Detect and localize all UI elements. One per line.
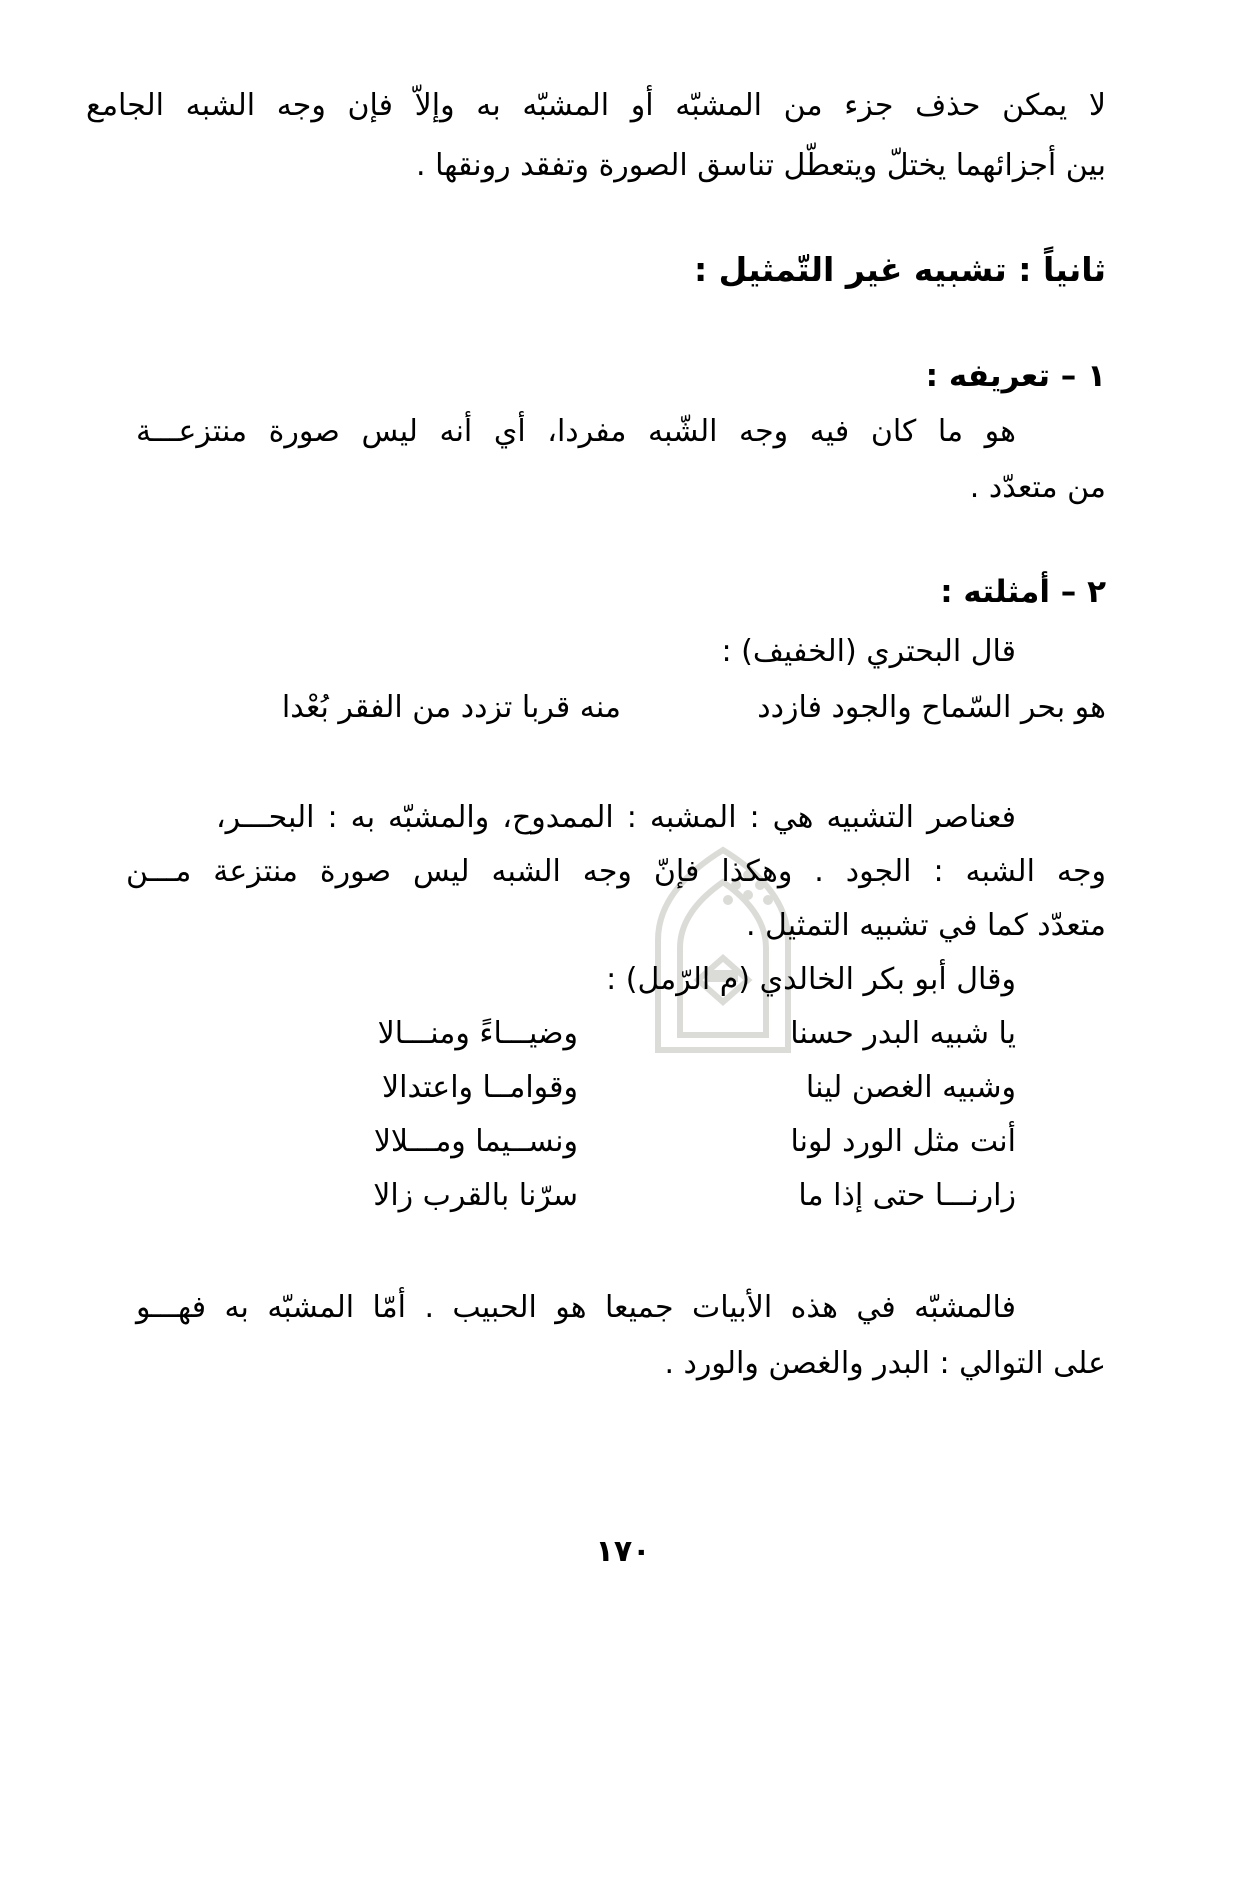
poem-line-3-first: أنت مثل الورد لونا	[790, 1124, 1016, 1159]
poem-line-2-second: وقوامــا واعتدالا	[382, 1070, 578, 1105]
poem-line-3-second: ونســيما ومـــلالا	[373, 1124, 578, 1159]
definition-line-2: من متعدّد .	[969, 470, 1106, 505]
section-heading: ثانياً : تشبيه غير التّمثيل :	[693, 250, 1106, 289]
conclusion-line-2: على التوالي : البدر والغصن والورد .	[664, 1346, 1106, 1381]
analysis-line-3: متعدّد كما في تشبيه التمثيل .	[745, 908, 1106, 943]
conclusion-line-1: فالمشبّه في هذه الأبيات جميعا هو الحبيب . أمّا المشبّه به فهـــو	[136, 1290, 1016, 1325]
poem-line-2-first: وشبيه الغصن لينا	[805, 1070, 1016, 1105]
poem-line-4-second: سرّنا بالقرب زالا	[373, 1178, 578, 1213]
poem-line-1-second: وضيـــاءً ومنـــالا	[377, 1016, 578, 1051]
verse-1-second-hemistich: منه قربا تزدد من الفقر بُعْدا	[281, 690, 621, 725]
example-intro-1: قال البحتري (الخفيف) :	[721, 634, 1016, 669]
poem-line-4-first: زارنـــا حتى إذا ما	[798, 1178, 1016, 1213]
analysis-line-2: وجه الشبه : الجود . وهكذا فإنّ وجه الشبه ليس صورة منتزعة مـــن	[126, 854, 1106, 889]
verse-1-first-hemistich: هو بحر السّماح والجود فازدد	[757, 690, 1106, 725]
definition-title: ١ – تعريفه :	[925, 358, 1106, 394]
poem-line-1-first: يا شبيه البدر حسنا	[790, 1016, 1016, 1051]
paragraph-1-line-1: لا يمكن حذف جزء من المشبّه أو المشبّه به وإلاّ فإن وجه الشبه الجامع	[86, 88, 1106, 123]
analysis-line-1: فعناصر التشبيه هي : المشبه : الممدوح، والمشبّه به : البحـــر،	[216, 800, 1016, 835]
paragraph-1-line-2: بين أجزائهما يختلّ ويتعطّل تناسق الصورة وتفقد رونقها .	[416, 148, 1106, 183]
examples-title: ٢ – أمثلته :	[940, 574, 1106, 610]
page-number: ١٧٠	[595, 1534, 651, 1569]
definition-line-1: هو ما كان فيه وجه الشّبه مفردا، أي أنه ليس صورة منتزعـــة	[136, 414, 1016, 449]
example-intro-2: وقال أبو بكر الخالدي (م الرّمل) :	[606, 962, 1016, 997]
